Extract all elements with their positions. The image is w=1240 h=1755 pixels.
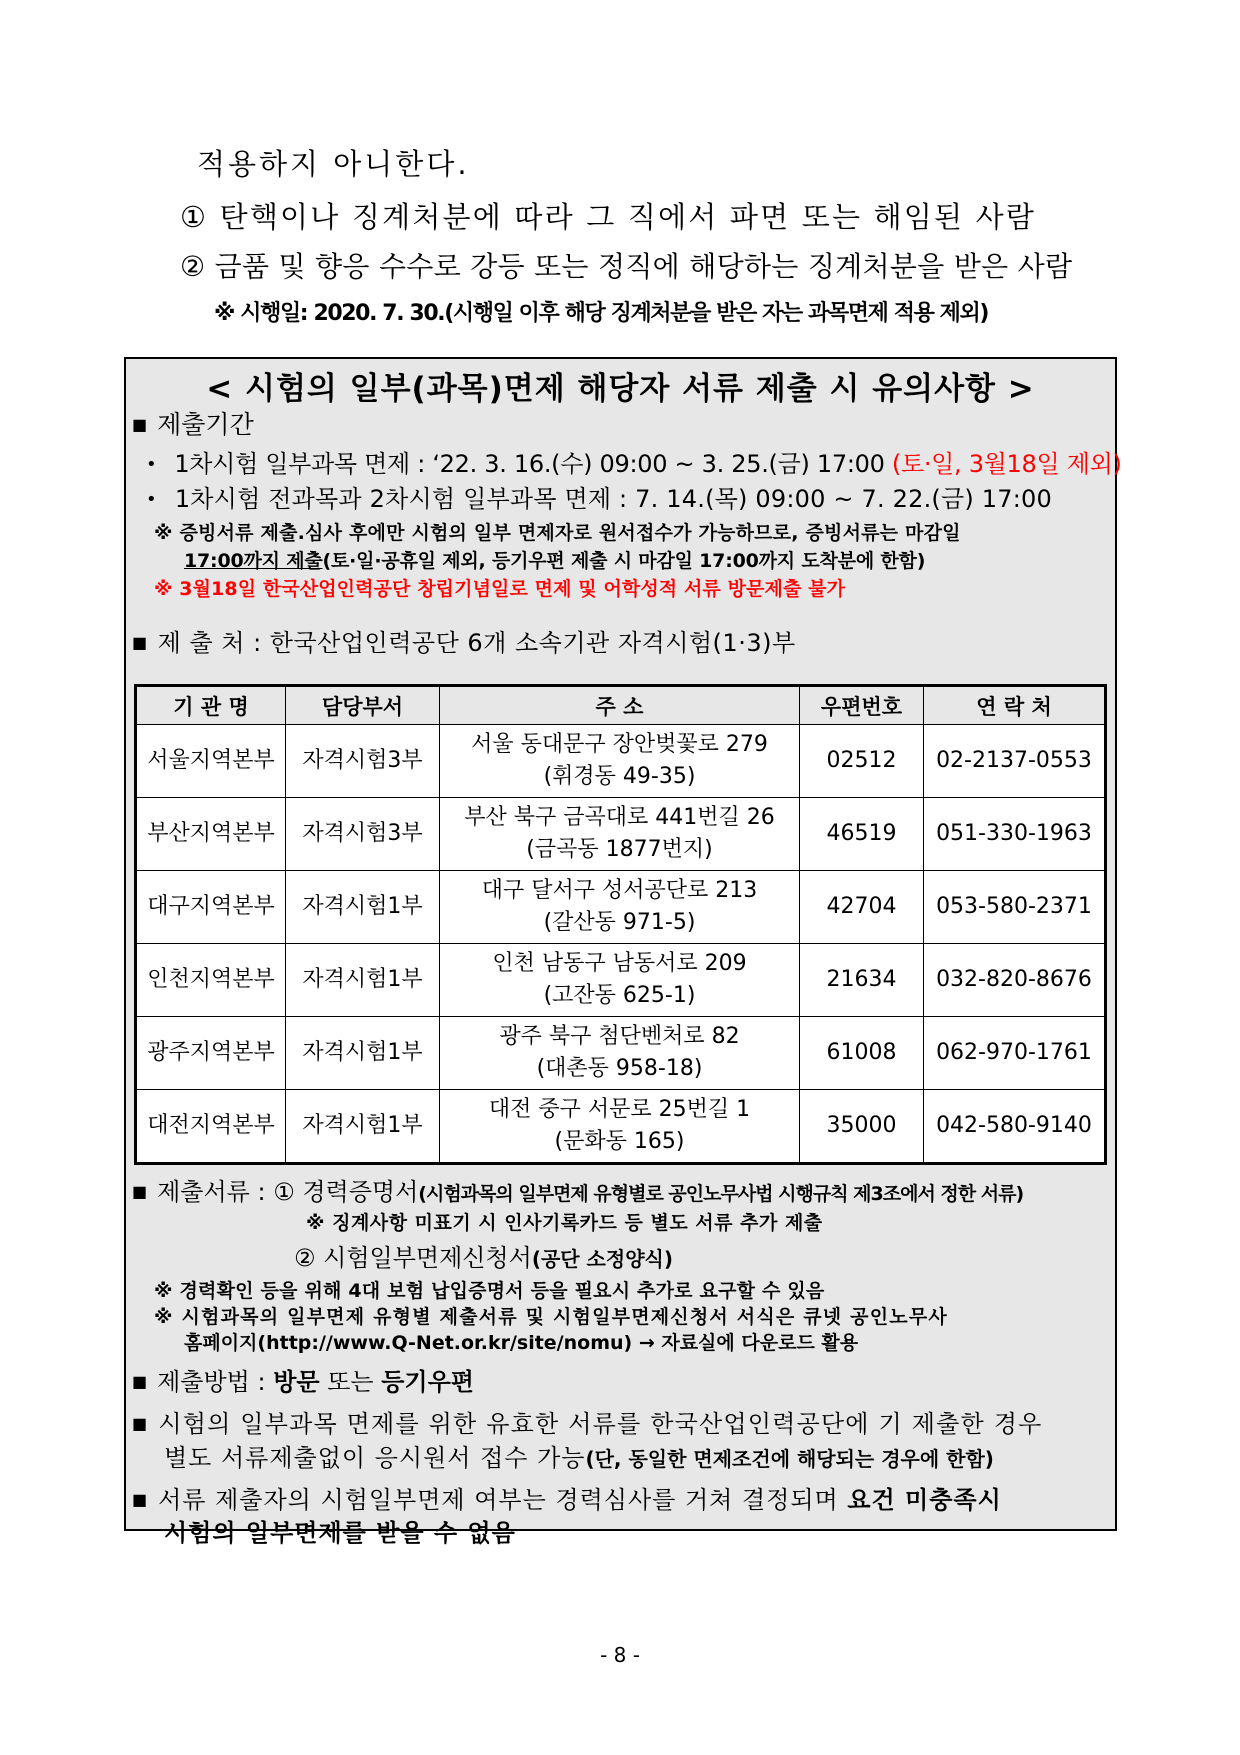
office-tel: 053-580-2371	[924, 871, 1106, 944]
final-line-cont: 시험의 일부면제를 받을 수 없음	[164, 1519, 516, 1547]
office-tel: 032-820-8676	[924, 944, 1106, 1017]
office-name: 대전지역본부	[136, 1090, 286, 1164]
office-tel: 051-330-1963	[924, 798, 1106, 871]
docs-sub-note: ※ 징계사항 미표기 시 인사기록카드 등 별도 서류 추가 제출	[306, 1212, 823, 1234]
period-heading: ■ 제출기간	[132, 405, 254, 441]
office-address: 서울 동대문구 장안벚꽃로 279 (휘경동 49-35)	[440, 725, 800, 798]
notice-title: < 시험의 일부(과목)면제 해당자 서류 제출 시 유의사항 >	[206, 371, 1035, 407]
office-address: 부산 북구 금곡대로 441번길 26 (금곡동 1877번지)	[440, 798, 800, 871]
office-zip: 46519	[800, 798, 924, 871]
col-header-zip: 우편번호	[800, 686, 924, 725]
table-header-row	[136, 686, 1106, 725]
table-row	[136, 1090, 1106, 1164]
valid-docs-line-cont: 별도 서류제출없이 응시원서 접수 가능(단, 동일한 면제조건에 해당되는 경우에 한함)	[164, 1444, 994, 1472]
valid-docs-line: ■ 시험의 일부과목 면제를 위한 유효한 서류를 한국산업인력공단에 기 제출한 경우	[132, 1404, 1042, 1439]
docs-note-insurance: ※ 경력확인 등을 위해 4대 보험 납입증명서 등을 필요시 추가로 요구할 수 있음	[154, 1280, 825, 1302]
col-header-dept: 담당부서	[286, 686, 440, 725]
office-zip: 02512	[800, 725, 924, 798]
office-zip: 42704	[800, 871, 924, 944]
office-name: 인천지역본부	[136, 944, 286, 1017]
office-dept: 자격시험3부	[286, 798, 440, 871]
office-zip: 35000	[800, 1090, 924, 1164]
office-address: 대전 중구 서문로 25번길 1 (문화동 165)	[440, 1090, 800, 1164]
effective-date-note: ※ 시행일: 2020. 7. 30.(시행일 이후 해당 징계처분을 받은 자는 과목면제 적용 제외)	[214, 301, 989, 326]
note-anniversary-red: ※ 3월18일 한국산업인력공단 창립기념일로 면제 및 어학성적 서류 방문제출 불가	[154, 578, 846, 600]
office-name: 대구지역본부	[136, 871, 286, 944]
col-header-tel: 연 락 처	[924, 686, 1106, 725]
period-line-1: • 1차시험 일부과목 면제 : ‘22. 3. 16.(수) 09:00 ~ 3. 25.(금) 17:00 (토·일, 3월18일 제외)	[146, 444, 1122, 479]
office-address: 인천 남동구 남동서로 209 (고잔동 625-1)	[440, 944, 800, 1017]
docs-note-url: 홈페이지(http://www.Q-Net.or.kr/site/nomu) → 자료실에 다운로드 활용	[184, 1332, 859, 1354]
table-row	[136, 725, 1106, 798]
note-proof-docs: ※ 증빙서류 제출.심사 후에만 시험의 일부 면제자로 원서접수가 가능하므로, 증빙서류는 마감일	[154, 522, 961, 544]
table-row	[136, 798, 1106, 871]
office-tel: 042-580-9140	[924, 1090, 1106, 1164]
period-line-2: • 1차시험 전과목과 2차시험 일부과목 면제 : 7. 14.(목) 09:00 ~ 7. 22.(금) 17:00	[146, 479, 1052, 514]
office-name: 서울지역본부	[136, 725, 286, 798]
office-name: 부산지역본부	[136, 798, 286, 871]
docs-note-form: ※ 시험과목의 일부면제 유형별 제출서류 및 시험일부면제신청서 서식은 큐넷 공인노무사	[154, 1306, 948, 1328]
table-row	[136, 1017, 1106, 1090]
office-dept: 자격시험1부	[286, 1017, 440, 1090]
final-line: ■ 서류 제출자의 시험일부면제 여부는 경력심사를 거쳐 결정되며 요건 미충족시	[132, 1480, 1002, 1515]
office-zip: 21634	[800, 944, 924, 1017]
office-table	[134, 684, 1107, 1165]
exclusion-item-2: ② 금품 및 향응 수수로 강등 또는 정직에 해당하는 징계처분을 받은 사람	[180, 250, 1073, 283]
exclusion-item-1: ① 탄핵이나 징계처분에 따라 그 직에서 파면 또는 해임된 사람	[180, 200, 1037, 234]
docs-heading: ■ 제출서류 : ① 경력증명서(시험과목의 일부면제 유형별로 공인노무사법 시행규칙 제3조에서 정한 서류)	[132, 1172, 1023, 1207]
office-address: 대구 달서구 성서공단로 213 (갈산동 971-5)	[440, 871, 800, 944]
period-exception-red: (토·일, 3월18일 제외)	[891, 450, 1122, 478]
office-dept: 자격시험1부	[286, 871, 440, 944]
note-proof-docs-cont: 17:00까지 제출(토·일·공휴일 제외, 등기우편 제출 시 마감일 17:00까지 도착분에 한함)	[184, 550, 926, 572]
office-dept: 자격시험3부	[286, 725, 440, 798]
office-name: 광주지역본부	[136, 1017, 286, 1090]
office-tel: 062-970-1761	[924, 1017, 1106, 1090]
submission-place: ■ 제 출 처 : 한국산업인력공단 6개 소속기관 자격시험(1·3)부	[132, 623, 796, 658]
notice-box	[124, 357, 1122, 1547]
office-address: 광주 북구 첨단벤처로 82 (대촌동 958-18)	[440, 1017, 800, 1090]
page-number: - 8 -	[600, 1643, 640, 1667]
method-line: ■ 제출방법 : 방문 또는 등기우편	[132, 1362, 474, 1397]
office-dept: 자격시험1부	[286, 1090, 440, 1164]
docs-item-2: ② 시험일부면제신청서(공단 소정양식)	[294, 1244, 673, 1272]
table-row	[136, 871, 1106, 944]
office-zip: 61008	[800, 1017, 924, 1090]
col-header-name: 기 관 명	[136, 686, 286, 725]
col-header-address: 주 소	[440, 686, 800, 725]
office-tel: 02-2137-0553	[924, 725, 1106, 798]
table-row	[136, 944, 1106, 1017]
office-dept: 자격시험1부	[286, 944, 440, 1017]
intro-line: 적용하지 아니한다.	[197, 147, 470, 181]
